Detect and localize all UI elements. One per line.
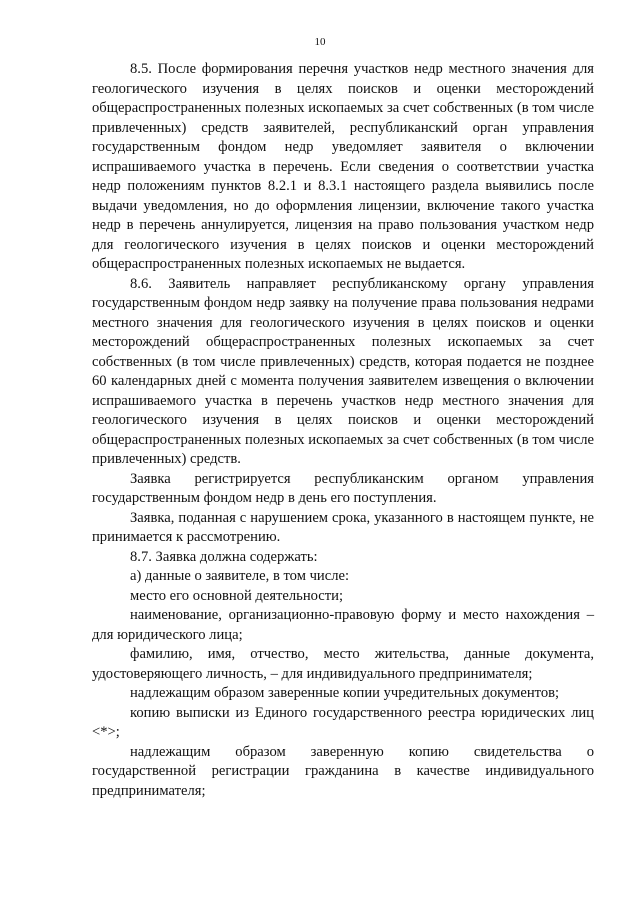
paragraph-8-7: 8.7. Заявка должна содержать: [130,548,318,565]
list-item-registration-certificate: надлежащим образом заверенную копию свидетельства о государственной регистрации гражданина в качестве индивидуального предпринимателя; [92,743,594,799]
list-item-registry-extract: копию выписки из Единого государственного реестра юридических лиц <*>; [92,704,594,740]
paragraph-late-filing: Заявка, поданная с нарушением срока, указанного в настоящем пункте, не принимается к рассмотрению. [92,509,594,545]
document-body [92,60,594,801]
page-number: 10 [314,36,326,48]
list-item-founding-docs: надлежащим образом заверенные копии учредительных документов; [130,685,560,701]
paragraph-8-5: 8.5. После формирования перечня участков недр местного значения для геологического изучения в целях поисков и оценки месторождений общераспространенных полезных ископаемых за счет собственных (в том числе привлеченных) средств заявителей, республиканский орган управления государственным фондом недр уведомляет заявителя о включении испрашиваемого участка в перечень. Если сведения о соответствии участка недр положениям пунктов 8.2.1 и 8.3.1 настоящего раздела выявились после выдачи уведомления, но до оформления лицензии, включение такого участка недр в перечень аннулируется, лицензия на право пользования участком недр для геологического изучения в целях поисков и оценки месторождений общераспространенных полезных ископаемых не выдается. [92,61,594,272]
list-item-legal-entity: наименование, организационно-правовую форму и место нахождения – для юридического лица; [92,607,594,643]
list-item-activity-place: место его основной деятельности; [130,587,344,604]
paragraph-8-6: 8.6. Заявитель направляет республиканскому органу управления государственным фондом недр заявку на получение права пользования недрами местного значения для геологического изучения в целях поисков и оценки месторождений общераспространенных полезных ископаемых за счет собственных (в том числе привлеченных) средств, которая подается не позднее 60 календарных дней с момента получения заявителем извещения о включении испрашиваемого участка в перечень участков недр местного значения для геологического изучения в целях поисков и оценки месторождений общераспространенных полезных ископаемых за счет собственных (в том числе привлеченных) средств. [92,275,594,467]
list-item-a: а) данные о заявителе, в том числе: [130,568,350,584]
paragraph-registration: Заявка регистрируется республиканским органом управления государственным фондом недр в день его поступления. [92,470,594,506]
list-item-entrepreneur: фамилию, имя, отчество, место жительства, данные документа, удостоверяющего личность, – для индивидуального предпринимателя; [92,646,594,682]
